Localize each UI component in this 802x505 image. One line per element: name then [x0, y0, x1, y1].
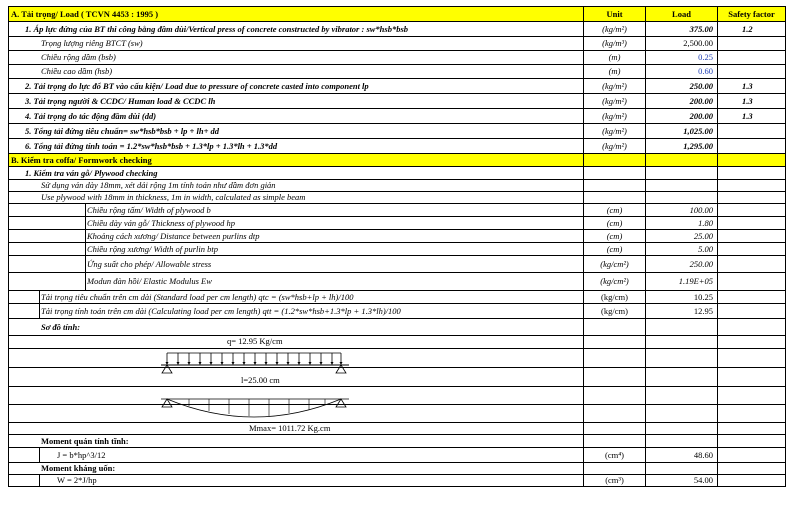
inertia-value: 48.60 [645, 448, 717, 462]
section-b-row [9, 154, 785, 167]
note-row [9, 180, 785, 192]
row-load: 0.60 [645, 65, 717, 78]
param-unit: (cm) [583, 230, 645, 242]
param-row [9, 243, 785, 256]
right-support-icon [336, 365, 346, 373]
row-safety-factor [717, 139, 785, 153]
row-unit: (kg/m²) [583, 124, 645, 138]
calculating-load-label: Tải trọng tính toán trên cm dài (Calculating load per cm length) qtt = (1.2*sw*hsb+1.3*lp + 1.3*lh)/100 [41, 305, 401, 316]
modulus-row [9, 475, 785, 486]
moment-curve [167, 399, 341, 417]
inertia-unit: (cm⁴) [583, 448, 645, 462]
row-unit: (kg/m²) [583, 109, 645, 123]
diagram-title: Sơ đồ tính: [41, 321, 81, 332]
span-length-label: l=25.00 cm [241, 375, 280, 385]
param-row [9, 273, 785, 291]
param-unit: (cm) [583, 217, 645, 229]
param-row [9, 230, 785, 243]
row-label: 1. Áp lực đứng của BT thi công bằng đầm dùi/Vertical press of concrete constructed by vibrator : sw*hsb*bsb [25, 23, 409, 34]
inertia-formula: J = b*hp^3/12 [57, 449, 106, 460]
row-label: Trọng lượng riêng BTCT (sw) [41, 38, 143, 49]
row-load: 200.00 [645, 94, 717, 108]
row-unit: (m) [583, 65, 645, 78]
row-load: 200.00 [645, 109, 717, 123]
load-header: Load [645, 7, 717, 21]
row-load: 1,295.00 [645, 139, 717, 153]
note-row [9, 192, 785, 204]
load-row [9, 79, 785, 94]
modulus-formula: W = 2*J/hp [57, 475, 97, 486]
modulus-value: 54.00 [645, 475, 717, 486]
row-unit: (kg/m²) [583, 22, 645, 36]
param-label: Chiều rộng xương/ Width of purlin btp [87, 243, 219, 254]
subsection-row [9, 167, 785, 180]
param-unit: (cm) [583, 243, 645, 255]
load-row [9, 124, 785, 139]
load-row [9, 22, 785, 37]
section-b-title: B. Kiểm tra coffa/ Formwork checking [11, 154, 152, 165]
modulus-title: Moment kháng uốn: [41, 463, 116, 474]
row-load: 250.00 [645, 79, 717, 93]
row-label: 5. Tổng tải đứng tiêu chuẩn= sw*hsb*bsb + lp + lh+ dd [25, 125, 220, 136]
row-unit: (kg/m²) [583, 94, 645, 108]
plywood-check-title: 1. Kiểm tra ván gỗ/ Plywood checking [25, 167, 158, 178]
param-value: 250.00 [645, 256, 717, 272]
load-row [9, 65, 785, 79]
param-label: Chiều dày ván gỗ/ Thickness of plywood hp [87, 217, 236, 228]
load-row [9, 139, 785, 154]
section-a-title: A. Tải trọng/ Load ( TCVN 4453 : 1995 ) [11, 8, 159, 19]
param-label: Modun đàn hồi/ Elastic Modulus Ew [87, 276, 212, 287]
row-load: 1,025.00 [645, 124, 717, 138]
header-row [9, 7, 785, 22]
param-value: 100.00 [645, 204, 717, 216]
row-safety-factor [717, 51, 785, 64]
row-unit: (kg/m³) [583, 37, 645, 50]
calculating-load-unit: (kg/cm) [583, 304, 645, 318]
row-label: Chiều cao dầm (hsb) [41, 66, 113, 77]
row-safety-factor: 1.3 [717, 94, 785, 108]
row-safety-factor [717, 37, 785, 50]
param-value: 1.80 [645, 217, 717, 229]
load-per-cm-row [9, 291, 785, 304]
param-unit: (kg/cm²) [583, 273, 645, 290]
row-label: 3. Tải trọng người & CCDC/ Human load & CCDC lh [25, 95, 216, 106]
note-en: Use plywood with 18mm in thickness, 1m in width, calculated as simple beam [41, 192, 306, 203]
calculating-load-value: 12.95 [645, 304, 717, 318]
param-label: Ứng suất cho phép/ Allowable stress [87, 258, 212, 269]
load-row [9, 37, 785, 51]
param-value: 5.00 [645, 243, 717, 255]
row-unit: (kg/m²) [583, 139, 645, 153]
param-row [9, 217, 785, 230]
param-value: 1.19E+05 [645, 273, 717, 290]
unit-header: Unit [583, 7, 645, 21]
row-load: 0.25 [645, 51, 717, 64]
row-label: 4. Tải trọng do tác động đầm dùi (dd) [25, 110, 157, 121]
modulus-unit: (cm³) [583, 475, 645, 486]
safety-factor-header: Safety factor [717, 7, 785, 21]
param-value: 25.00 [645, 230, 717, 242]
param-label: Khoảng cách xương/ Distance between purlins dtp [87, 230, 260, 241]
row-label: 2. Tải trọng do lực đổ BT vào cấu kiện/ Load due to pressure of concrete casted into component lp [25, 80, 369, 91]
load-row [9, 51, 785, 65]
calculation-sheet [8, 6, 786, 487]
row-load: 2,500.00 [645, 37, 717, 50]
param-label: Chiều rộng tấm/ Width of plywood b [87, 204, 211, 215]
inertia-title-row [9, 435, 785, 448]
row-label: 6. Tổng tải đứng tính toán = 1.2*sw*hsb*bsb + 1.3*lp + 1.3*lh + 1.3*dd [25, 140, 278, 151]
row-safety-factor: 1.3 [717, 79, 785, 93]
left-support-icon [162, 365, 172, 373]
note-vi: Sử dụng ván dày 18mm, xét dải rộng 1m tính toán như dầm đơn giản [41, 180, 276, 191]
param-unit: (cm) [583, 204, 645, 216]
inertia-title: Moment quán tính tĩnh: [41, 435, 129, 446]
row-load: 375.00 [645, 22, 717, 36]
load-row [9, 109, 785, 124]
inertia-row [9, 448, 785, 463]
row-safety-factor [717, 124, 785, 138]
standard-load-value: 10.25 [645, 291, 717, 303]
param-row [9, 204, 785, 217]
load-per-cm-row [9, 304, 785, 319]
modulus-title-row [9, 463, 785, 475]
standard-load-label: Tải trọng tiêu chuẩn trên cm dài (Standard load per cm length) qtc = (sw*hsb+lp + lh)/100 [41, 291, 354, 302]
row-safety-factor: 1.3 [717, 109, 785, 123]
standard-load-unit: (kg/cm) [583, 291, 645, 303]
param-unit: (kg/cm²) [583, 256, 645, 272]
load-row [9, 94, 785, 109]
max-moment-label: Mmax= 1011.72 Kg.cm [249, 423, 331, 433]
moment-hatching [189, 399, 325, 416]
row-safety-factor: 1.2 [717, 22, 785, 36]
row-unit: (kg/m²) [583, 79, 645, 93]
row-safety-factor [717, 65, 785, 78]
row-label: Chiều rộng dầm (bsb) [41, 52, 116, 63]
row-unit: (m) [583, 51, 645, 64]
distributed-load-label: q= 12.95 Kg/cm [227, 336, 283, 346]
param-row [9, 256, 785, 273]
